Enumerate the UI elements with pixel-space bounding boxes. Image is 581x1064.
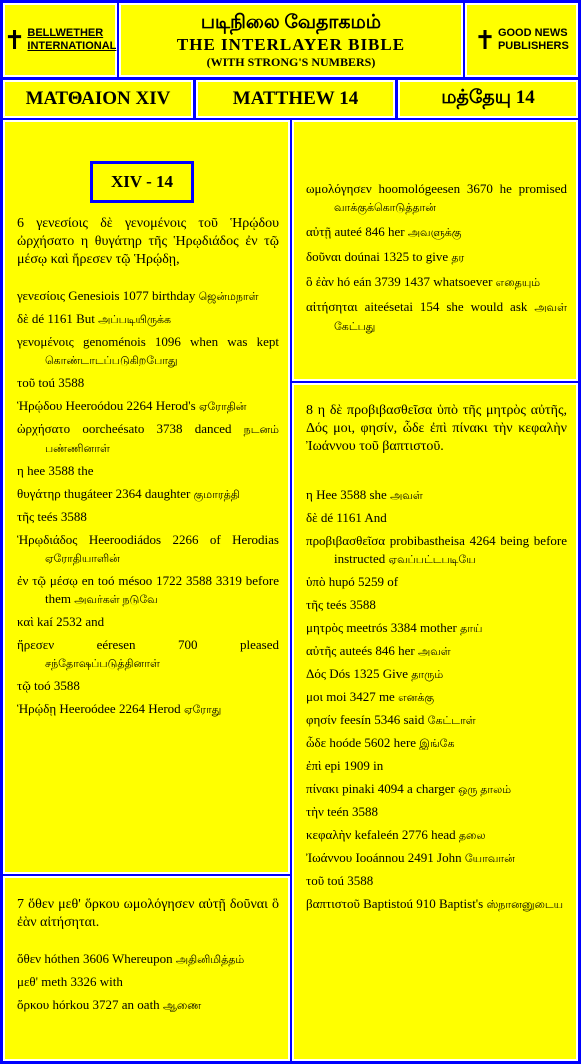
gloss: Iooánnou 2491 John [355,850,462,865]
greek-word: αὐτῆς [306,643,337,658]
greek-word: ὃ ἐὰν [306,274,334,289]
tamil-gloss: குமாரத்தி [193,489,240,501]
gloss: genoménois 1096 when was kept [82,334,279,349]
gloss: Heeroódee 2264 Herod [59,701,181,716]
word-entry [17,572,279,609]
greek-word: γενομένοις [17,334,74,349]
greek-word: αἰτήσηται [306,299,358,314]
gloss: meetrós 3384 mother [346,620,457,635]
greek-word: ἐν τῷ μέσῳ [17,573,78,588]
tamil-gloss: அவள் கேட்பது [334,302,567,333]
tamil-gloss: யோவான் [464,853,515,865]
greek-word: ὠρχήσατο [17,421,71,436]
gloss: hoóde 5602 here [329,735,417,750]
gloss: probibastheisa 4264 being before instructed [334,533,567,566]
greek-word: Δός [306,666,327,681]
tamil-gloss: அவளுக்கு [407,227,462,239]
word-entry [306,573,567,592]
greek-word: κεφαλὴν [306,827,352,842]
word-entry [17,700,279,719]
gloss: en toó mésoo 1722 3588 3319 before them [45,573,279,606]
word-entry [306,619,567,638]
word-entry [306,757,567,776]
word-entry [306,223,567,242]
gloss: auteé 846 her [334,224,405,239]
greek-word: ἤρεσεν [17,637,55,652]
greek-word: προβιβασθεῖσα [306,533,386,548]
tamil-gloss: வாக்குக்கொடுத்தான் [334,202,436,214]
word-entry [17,333,279,370]
gloss: oorcheésato 3738 danced [82,421,232,436]
gloss: kefaleén 2776 head [354,827,456,842]
tamil-gloss: அப்படியிருக்க [98,314,172,326]
greek-word: Ἡρῳδιάδος [17,532,78,547]
word-entry [306,849,567,868]
greek-word: τῆς [306,597,324,612]
left-panel-verse-7 [3,876,290,1061]
tamil-gloss: ஆணை [162,1000,202,1012]
tamil-gloss: சந்தோஷப்படுத்தினாள் [45,658,160,670]
greek-word: βαπτιστοῦ [306,896,360,911]
word-entry [17,462,279,481]
gloss: meth 3326 with [41,974,123,989]
greek-word: πίνακι [306,781,339,796]
gloss: toú 3588 [327,873,374,888]
chapter-box: XIV - 14 [90,161,194,203]
tamil-gloss: ஸ்நானனுடைய [486,899,564,911]
verse-7-cont-word-list [306,180,567,336]
tamil-gloss: தலை [458,830,486,842]
verse-8-word-list [306,486,567,914]
tamil-gloss: நடனம் பண்ணினாள் [45,424,280,455]
greek-word: ὧδε [306,735,327,750]
left-logo-line-2: INTERNATIONAL [27,40,117,52]
greek-word: τοῦ [17,375,36,390]
word-entry [306,298,567,336]
greek-word: ὅρκου [17,997,50,1012]
gloss: hupó 5259 of [328,574,399,589]
greek-word: η [306,487,313,502]
greek-word: δὲ [17,311,29,326]
gloss: moi 3427 me [326,689,395,704]
greek-word: αὐτῇ [306,224,332,239]
gloss: Baptistoú 910 Baptist's [363,896,484,911]
right-logo-line-2: PUBLISHERS [497,40,569,52]
gloss: toó 3588 [34,678,80,693]
gloss: feesín 5346 said [339,712,425,727]
greek-word: δοῦναι [306,249,342,264]
word-entry [306,780,567,799]
verse-7-greek: 7 ὅθεν μεθ' ὅρκου ωμολόγησεν αὐτῇ δοῦναι ὃ ἐὰν αἰτήσηται. [17,897,279,930]
word-entry [306,532,567,569]
tamil-gloss: ஏரோதின் [198,401,247,413]
greek-word: τὴν [306,804,324,819]
tamil-gloss: ஏரோது [183,704,222,716]
word-entry [17,374,279,393]
gloss: pinaki 4094 a charger [342,781,455,796]
greek-word: τῷ [17,678,31,693]
tamil-gloss: தாரும் [411,669,444,681]
gloss: auteés 846 her [339,643,415,658]
gloss: doúnai 1325 to give [344,249,449,264]
verse-6-greek: 6 γενεσίοις δὲ γενομένοις τοῦ Ἡρῴδου ὠρχήσατο η θυγάτηρ τῆς Ἡρῳδιάδος ἐν τῷ μέσῳ καὶ ἤρεσεν τῷ Ἡρῴδῃ, [17,216,279,267]
gloss: eéresen 700 pleased [96,637,279,652]
tamil-gloss: எதையும் [495,277,541,289]
tamil-gloss: ஒரு தாலம் [458,784,512,796]
left-logo-line-1: BELLWETHER [27,27,104,39]
word-entry [17,950,279,969]
word-entry [306,273,567,292]
word-entry [306,688,567,707]
verse-6-word-list [17,287,279,719]
tamil-gloss: ஜென்மநாள் [198,291,259,303]
greek-word: γενεσίοις [17,288,65,303]
word-entry [17,677,279,696]
gloss: teén 3588 [327,804,379,819]
tamil-gloss: அவர்கள் நடுவே [74,594,158,606]
greek-word: ὑπὸ [306,574,326,589]
word-entry [306,711,567,730]
gloss: dé 1161 And [320,510,387,525]
tamil-book-header: மத்தேயு 14 [398,80,578,118]
gloss: Heeroodiádos 2266 of Herodias [88,532,279,547]
word-entry [306,596,567,615]
word-entry [17,531,279,568]
word-entry [306,248,567,267]
tamil-gloss: ஏரோதியாளின் [45,553,120,565]
subtitle: (WITH STRONG'S NUMBERS) [206,55,376,69]
greek-word: μητρὸς [306,620,344,635]
greek-word: η [17,463,24,478]
tamil-gloss: அவள் [418,646,451,658]
greek-word: μοι [306,689,323,704]
word-entry [306,803,567,822]
gloss: hórkou 3727 an oath [52,997,160,1012]
tamil-gloss: இங்கே [419,738,455,750]
verse-7-word-list [17,950,279,1015]
gloss: hó eán 3739 1437 whatsoever [337,274,493,289]
gloss: Dós 1325 Give [329,666,408,681]
gloss: dé 1161 But [31,311,95,326]
word-entry [17,508,279,527]
greek-word: μεθ' [17,974,38,989]
gloss: hee 3588 the [27,463,94,478]
word-entry [306,826,567,845]
greek-word: ωμολόγησεν [306,181,372,196]
gloss: toú 3588 [38,375,85,390]
tamil-gloss: கேட்டாள் [427,715,476,727]
gloss: kaí 2532 and [37,614,105,629]
greek-word: καὶ [17,614,34,629]
greek-word: θυγάτηρ [17,486,61,501]
word-entry [17,397,279,416]
gloss: aiteésetai 154 she would ask [364,299,528,314]
word-entry [306,180,567,217]
word-entry [306,486,567,505]
tamil-title: படிநிலை வேதாகமம் [200,12,382,33]
greek-word: ἐπὶ [306,758,322,773]
tamil-gloss: அவள் [390,490,423,502]
word-entry [306,734,567,753]
word-entry [17,636,279,673]
good-news-logo [465,3,578,77]
greek-word: Ἰωάννου [306,850,353,865]
gloss: hóthen 3606 Whereupon [44,951,173,966]
book-icon: ✝ [3,25,26,55]
right-panel-verse-7-cont [292,120,578,381]
gloss: Hee 3588 she [316,487,387,502]
title-block [119,3,463,77]
greek-word: τῆς [17,509,35,524]
word-entry [306,872,567,891]
greek-word: ὅθεν [17,951,42,966]
gloss: epi 1909 in [324,758,384,773]
gloss: thugáteer 2364 daughter [63,486,191,501]
word-entry [17,420,279,458]
english-book-header: MATTHEW 14 [196,80,395,118]
word-entry [306,642,567,661]
tamil-gloss: ஏவப்பட்டபடியே [388,554,476,566]
word-entry [17,287,279,306]
word-entry [17,613,279,632]
word-entry [17,485,279,504]
tamil-gloss: தாய் [460,623,483,635]
greek-word: Ἡρῴδῃ [17,701,57,716]
word-entry [17,310,279,329]
gloss: teés 3588 [326,597,376,612]
word-entry [17,996,279,1015]
word-entry [306,665,567,684]
greek-word: φησίν [306,712,337,727]
bellwether-logo [3,3,117,77]
cross-icon: ✝ [474,25,496,55]
tamil-gloss: எனக்கு [398,692,435,704]
tamil-gloss: கொண்டாடப்படுகிறபோது [45,355,178,367]
verse-8-greek: 8 η δὲ προβιβασθεῖσα ὑπὸ τῆς μητρὸς αὐτῆς, Δός μοι, φησίν, ὧδε ἐπὶ πίνακι τὴν κεφαλὴν Ἰωάννου τοῦ βαπτιστοῦ. [306,403,567,454]
word-entry [306,509,567,528]
gloss: Heeroódou 2264 Herod's [65,398,196,413]
greek-word: δὲ [306,510,318,525]
gloss: hoomológeesen 3670 he promised [378,181,568,196]
greek-book-header: ΜΑΤΘΑΙΟΝ XIV [3,80,193,118]
tamil-gloss: அதினிமித்தம் [175,954,245,966]
left-panel-verse-6 [3,120,290,874]
word-entry [306,895,567,914]
right-logo-line-1: GOOD NEWS [497,27,568,39]
gloss: Genesiois 1077 birthday [68,288,196,303]
greek-word: Ἡρῴδου [17,398,63,413]
english-title: THE INTERLAYER BIBLE [176,35,406,54]
right-panel-verse-8 [292,383,578,1061]
tamil-gloss: தர [451,252,465,264]
word-entry [17,973,279,992]
gloss: teés 3588 [37,509,87,524]
greek-word: τοῦ [306,873,325,888]
